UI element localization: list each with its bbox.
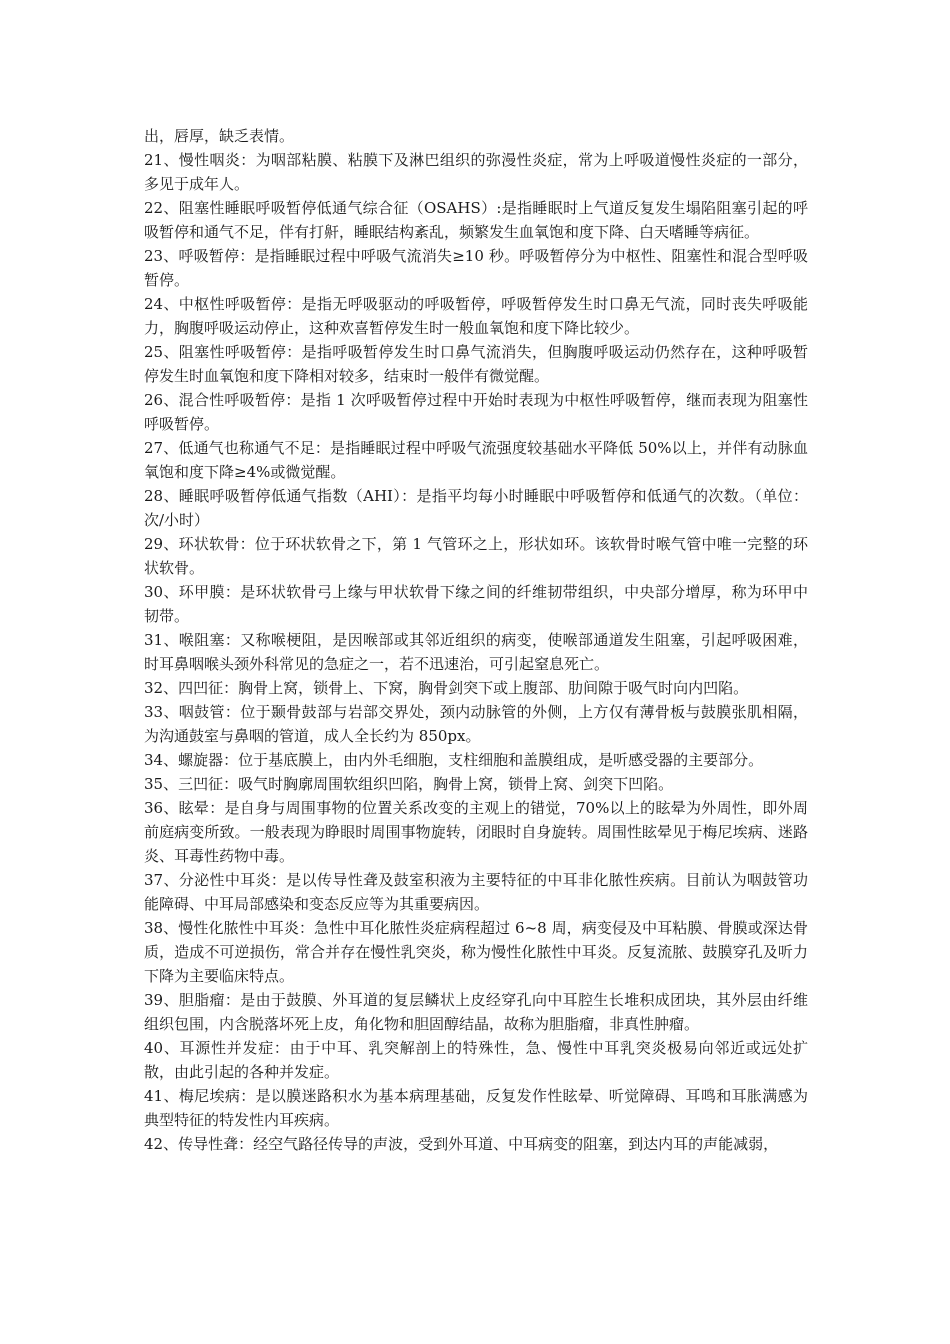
document-page <box>144 124 808 1156</box>
definition-27: 27、低通气也称通气不足：是指睡眠过程中呼吸气流强度较基础水平降低 50%以上，并伴有动脉血氧饱和度下降≥4%或微觉醒。 <box>144 439 808 481</box>
definition-29: 29、环状软骨：位于环状软骨之下，第 1 气管环之上，形状如环。该软骨时喉气管中唯一完整的环状软骨。 <box>144 535 808 577</box>
definition-23: 23、呼吸暂停：是指睡眠过程中呼吸气流消失≥10 秒。呼吸暂停分为中枢性、阻塞性和混合型呼吸暂停。 <box>144 247 808 289</box>
paragraph-continuation: 出，唇厚，缺乏表情。 <box>144 127 295 145</box>
definition-36: 36、眩晕：是自身与周围事物的位置关系改变的主观上的错觉，70%以上的眩晕为外周性，即外周前庭病变所致。一般表现为睁眼时周围事物旋转，闭眼时自身旋转。周围性眩晕见于梅尼埃病、迷路炎、耳毒性药物中毒。 <box>144 799 808 865</box>
definition-24: 24、中枢性呼吸暂停：是指无呼吸驱动的呼吸暂停，呼吸暂停发生时口鼻无气流，同时丧失呼吸能力，胸腹呼吸运动停止，这种欢喜暂停发生时一般血氧饱和度下降比较少。 <box>144 295 808 337</box>
definition-37: 37、分泌性中耳炎：是以传导性聋及鼓室积液为主要特征的中耳非化脓性疾病。目前认为咽鼓管功能障碍、中耳局部感染和变态反应等为其重要病因。 <box>144 871 808 913</box>
definition-39: 39、胆脂瘤：是由于鼓膜、外耳道的复层鳞状上皮经穿孔向中耳腔生长堆积成团块，其外层由纤维组织包围，内含脱落坏死上皮，角化物和胆固醇结晶，故称为胆脂瘤，非真性肿瘤。 <box>144 991 808 1033</box>
definition-25: 25、阻塞性呼吸暂停：是指呼吸暂停发生时口鼻气流消失，但胸腹呼吸运动仍然存在，这种呼吸暂停发生时血氧饱和度下降相对较多，结束时一般伴有微觉醒。 <box>144 343 808 385</box>
definition-26: 26、混合性呼吸暂停：是指 1 次呼吸暂停过程中开始时表现为中枢性呼吸暂停，继而表现为阻塞性呼吸暂停。 <box>144 391 808 433</box>
definition-28: 28、睡眠呼吸暂停低通气指数（AHI）：是指平均每小时睡眠中呼吸暂停和低通气的次数。（单位：次/小时） <box>144 487 808 529</box>
definition-21: 21、慢性咽炎：为咽部粘膜、粘膜下及淋巴组织的弥漫性炎症，常为上呼吸道慢性炎症的一部分，多见于成年人。 <box>144 151 808 193</box>
definition-40: 40、耳源性并发症：由于中耳、乳突解剖上的特殊性，急、慢性中耳乳突炎极易向邻近或远处扩散，由此引起的各种并发症。 <box>144 1039 808 1081</box>
definition-35: 35、三凹征：吸气时胸廓周围软组织凹陷，胸骨上窝，锁骨上窝、剑突下凹陷。 <box>144 775 674 793</box>
definition-34: 34、螺旋器：位于基底膜上，由内外毛细胞，支柱细胞和盖膜组成，是听感受器的主要部分。 <box>144 751 764 769</box>
definition-38: 38、慢性化脓性中耳炎：急性中耳化脓性炎症病程超过 6~8 周，病变侵及中耳粘膜、骨膜或深达骨质，造成不可逆损伤，常合并存在慢性乳突炎，称为慢性化脓性中耳炎。反复流脓、鼓膜穿孔及听力下降为主要临床特点。 <box>144 919 808 985</box>
definition-33: 33、咽鼓管：位于颞骨鼓部与岩部交界处，颈内动脉管的外侧，上方仅有薄骨板与鼓膜张肌相隔，为沟通鼓室与鼻咽的管道，成人全长约为 850px。 <box>144 703 808 745</box>
definition-31: 31、喉阻塞：又称喉梗阻，是因喉部或其邻近组织的病变，使喉部通道发生阻塞，引起呼吸困难，时耳鼻咽喉头颈外科常见的急症之一，若不迅速治，可引起窒息死亡。 <box>144 631 808 673</box>
definition-41: 41、梅尼埃病：是以膜迷路积水为基本病理基础，反复发作性眩晕、听觉障碍、耳鸣和耳胀满感为典型特征的特发性内耳疾病。 <box>144 1087 808 1129</box>
definition-30: 30、环甲膜：是环状软骨弓上缘与甲状软骨下缘之间的纤维韧带组织，中央部分增厚，称为环甲中韧带。 <box>144 583 808 625</box>
definition-22: 22、阻塞性睡眠呼吸暂停低通气综合征（OSAHS）:是指睡眠时上气道反复发生塌陷阻塞引起的呼吸暂停和通气不足，伴有打鼾，睡眠结构紊乱，频繁发生血氧饱和度下降、白天嗜睡等病征。 <box>144 199 808 241</box>
definition-42: 42、传导性聋：经空气路径传导的声波，受到外耳道、中耳病变的阻塞，到达内耳的声能减弱， <box>144 1135 779 1153</box>
definition-32: 32、四凹征：胸骨上窝，锁骨上、下窝，胸骨剑突下或上腹部、肋间隙于吸气时向内凹陷。 <box>144 679 749 697</box>
